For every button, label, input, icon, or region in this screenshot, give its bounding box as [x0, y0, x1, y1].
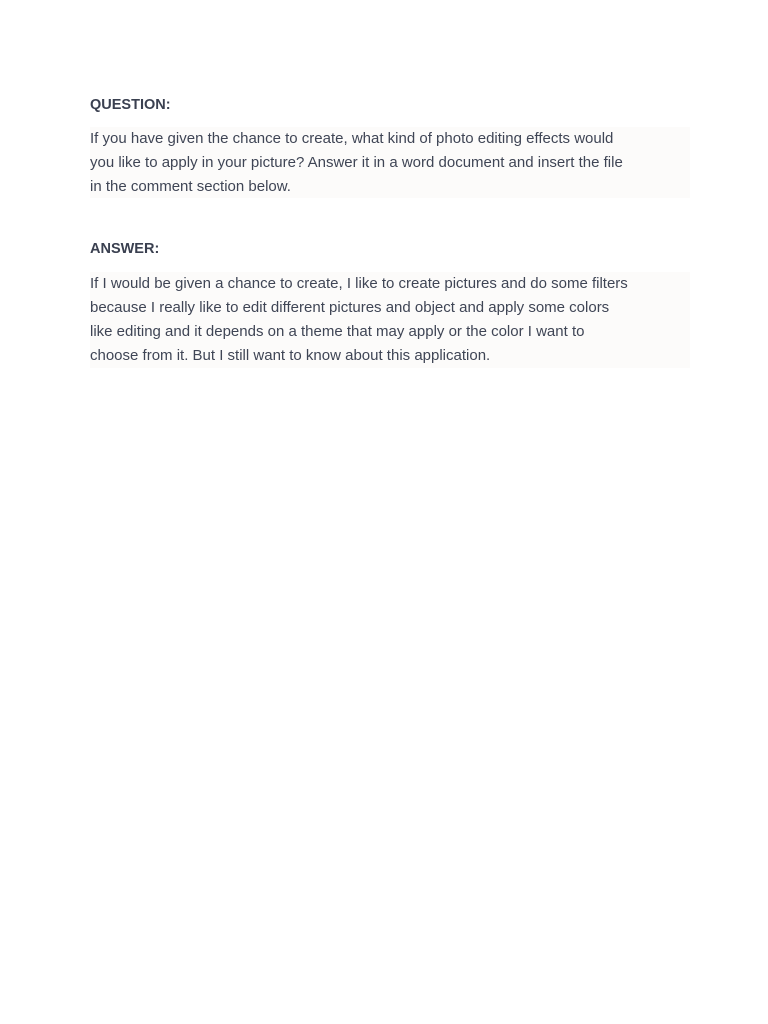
- question-line: in the comment section below.: [90, 175, 690, 199]
- document-body: [90, 94, 690, 368]
- question-line: If you have given the chance to create, what kind of photo editing effects would: [90, 127, 690, 151]
- question-text: [90, 127, 690, 198]
- answer-line: because I really like to edit different pictures and object and apply some colors: [90, 296, 690, 320]
- question-line: you like to apply in your picture? Answer it in a word document and insert the file: [90, 151, 690, 175]
- answer-line: like editing and it depends on a theme that may apply or the color I want to: [90, 320, 690, 344]
- question-heading: QUESTION:: [90, 97, 171, 113]
- answer-line: choose from it. But I still want to know about this application.: [90, 344, 690, 368]
- answer-line: If I would be given a chance to create, I like to create pictures and do some filters: [90, 272, 690, 296]
- answer-text: [90, 272, 690, 367]
- answer-heading: ANSWER:: [90, 241, 160, 258]
